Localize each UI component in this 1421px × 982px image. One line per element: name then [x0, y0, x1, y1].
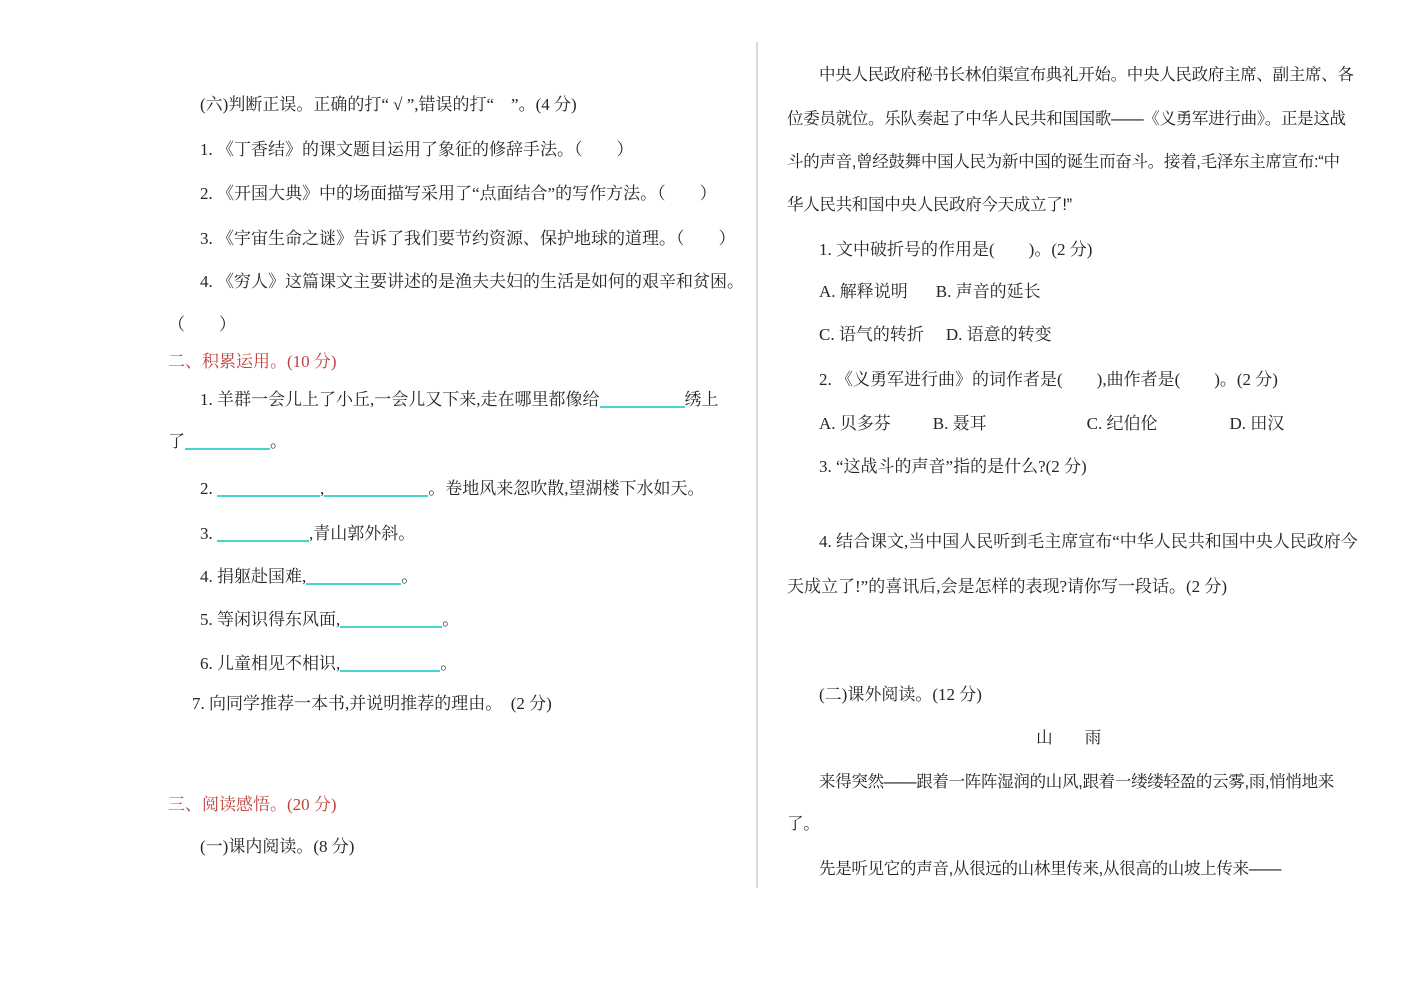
- answer-blank[interactable]: [340, 610, 442, 628]
- text-segment: 3. “这战斗的声音”指的是什么?(2 分): [819, 457, 1087, 476]
- passage-line-1: [819, 63, 1354, 87]
- question-4: [819, 530, 1358, 554]
- column-divider: [756, 42, 758, 888]
- fill-item-7: [192, 692, 552, 716]
- text-segment: 4. 结合课文,当中国人民听到毛主席宣布“中华人民共和国中央人民政府今: [819, 532, 1358, 551]
- answer-blank[interactable]: [324, 479, 428, 497]
- judge-item-4: [200, 270, 744, 294]
- text-segment: 山 雨: [1036, 729, 1101, 747]
- answer-blank[interactable]: [217, 479, 320, 497]
- text-segment: D. 语意的转变: [945, 325, 1052, 344]
- text-segment: B. 声音的延长: [935, 282, 1041, 301]
- text-segment: C. 语气的转折: [819, 325, 924, 344]
- text-segment: 2. 《开国大典》中的场面描写采用了“点面结合”的写作方法。（ ）: [200, 184, 717, 203]
- passage-line-7: [819, 857, 1281, 881]
- judge-item-4-cont: [168, 313, 236, 337]
- reading-1-header: [200, 835, 354, 859]
- passage-line-3: [787, 150, 1340, 174]
- fill-item-6: [200, 652, 457, 676]
- text-segment: (六)判断正误。正确的打“ √ ”,错误的打“ ”。(4 分): [200, 95, 577, 114]
- text-segment: ,青山郭外斜。: [309, 524, 416, 543]
- text-segment: 5. 等闲识得东风面,: [200, 610, 341, 629]
- question-1-options-cd: [819, 323, 1052, 347]
- question-3: [819, 455, 1087, 479]
- text-segment: 4. 《穷人》这篇课文主要讲述的是渔夫夫妇的生活是如何的艰辛和贫困。: [200, 272, 744, 291]
- fill-item-2: [200, 477, 705, 501]
- spacer: [987, 428, 1087, 429]
- question-2-options: [819, 412, 1284, 436]
- answer-blank[interactable]: [600, 390, 685, 408]
- judge-item-3: [200, 227, 736, 251]
- spacer: [924, 339, 946, 340]
- text-segment: 1. 羊群一会儿上了小丘,一会儿又下来,走在哪里都像给: [200, 390, 600, 409]
- section-heading-2: [168, 350, 337, 374]
- text-segment: 2.: [200, 479, 217, 498]
- text-segment: 了: [168, 432, 185, 451]
- fill-item-1: [200, 388, 719, 412]
- judge-section-header: [200, 93, 577, 117]
- text-segment: 斗的声音,曾经鼓舞中国人民为新中国的诞生而奋斗。接着,毛泽东主席宣布:“中: [787, 153, 1340, 171]
- text-segment: 先是听见它的声音,从很远的山林里传来,从很高的山坡上传来——: [819, 860, 1282, 878]
- text-segment: 1. 《丁香结》的课文题目运用了象征的修辞手法。（ ）: [200, 140, 634, 159]
- text-segment: 。: [442, 610, 460, 629]
- fill-item-3: [200, 522, 415, 546]
- text-segment: (一)课内阅读。(8 分): [200, 837, 355, 856]
- fill-item-1-cont: [168, 430, 287, 454]
- question-2: [819, 368, 1278, 392]
- text-segment: 来得突然——跟着一阵阵湿润的山风,跟着一缕缕轻盈的云雾,雨,悄悄地来: [819, 773, 1335, 791]
- text-segment: 。: [401, 567, 419, 586]
- question-1-options-ab: [819, 280, 1041, 304]
- answer-blank[interactable]: [217, 524, 309, 542]
- judge-item-1: [200, 138, 634, 162]
- answer-blank[interactable]: [306, 567, 401, 585]
- text-segment: A. 贝多芬: [819, 414, 891, 433]
- text-segment: D. 田汉: [1229, 414, 1285, 433]
- passage-line-5: [819, 770, 1334, 794]
- passage-title-mountain-rain: [787, 726, 1350, 750]
- text-segment: 3.: [200, 524, 217, 543]
- text-segment: B. 聂耳: [932, 414, 987, 433]
- section-heading-3: [168, 793, 337, 817]
- text-segment: 6. 儿童相见不相识,: [200, 654, 341, 673]
- text-segment: 三、阅读感悟。(20 分): [168, 795, 337, 814]
- spacer: [1157, 428, 1229, 429]
- text-segment: 二、积累运用。(10 分): [168, 352, 337, 371]
- question-4-cont: [787, 575, 1227, 599]
- text-segment: 华人民共和国中央人民政府今天成立了!”: [787, 196, 1072, 214]
- text-segment: 天成立了!”的喜讯后,会是怎样的表现?请你写一段话。(2 分): [787, 577, 1228, 596]
- text-segment: 2. 《义勇军进行曲》的词作者是( ),曲作者是( )。(2 分): [819, 370, 1278, 389]
- text-segment: 。: [440, 654, 458, 673]
- text-segment: 4. 捐躯赴国难,: [200, 567, 307, 586]
- text-segment: 中央人民政府秘书长林伯渠宣布典礼开始。中央人民政府主席、副主席、各: [819, 66, 1354, 84]
- text-segment: 7. 向同学推荐一本书,并说明推荐的理由。 (2 分): [192, 694, 552, 713]
- text-segment: （ ）: [168, 315, 236, 334]
- text-segment: 了。: [787, 815, 820, 833]
- fill-item-5: [200, 608, 459, 632]
- text-segment: 3. 《宇宙生命之谜》告诉了我们要节约资源、保护地球的道理。（ ）: [200, 229, 736, 248]
- answer-blank[interactable]: [185, 432, 270, 450]
- text-segment: 绣上: [684, 390, 719, 409]
- question-1: [819, 238, 1092, 262]
- text-segment: ,: [320, 479, 325, 498]
- spacer: [891, 428, 933, 429]
- text-segment: C. 纪伯伦: [1086, 414, 1158, 433]
- text-segment: (二)课外阅读。(12 分): [819, 685, 982, 704]
- judge-item-2: [200, 182, 717, 206]
- passage-line-6: [787, 812, 819, 836]
- reading-2-header: [819, 683, 982, 707]
- text-segment: 1. 文中破折号的作用是( )。(2 分): [819, 240, 1093, 259]
- passage-line-4: [787, 193, 1072, 217]
- passage-line-2: [787, 107, 1346, 131]
- text-segment: 。卷地风来忽吹散,望湖楼下水如天。: [428, 479, 705, 498]
- answer-blank[interactable]: [340, 654, 440, 672]
- text-segment: A. 解释说明: [819, 282, 908, 301]
- text-segment: 。: [270, 432, 287, 451]
- text-segment: 位委员就位。乐队奏起了中华人民共和国国歌——《义勇军进行曲》。正是这战: [787, 110, 1346, 128]
- spacer: [908, 296, 936, 297]
- fill-item-4: [200, 565, 418, 589]
